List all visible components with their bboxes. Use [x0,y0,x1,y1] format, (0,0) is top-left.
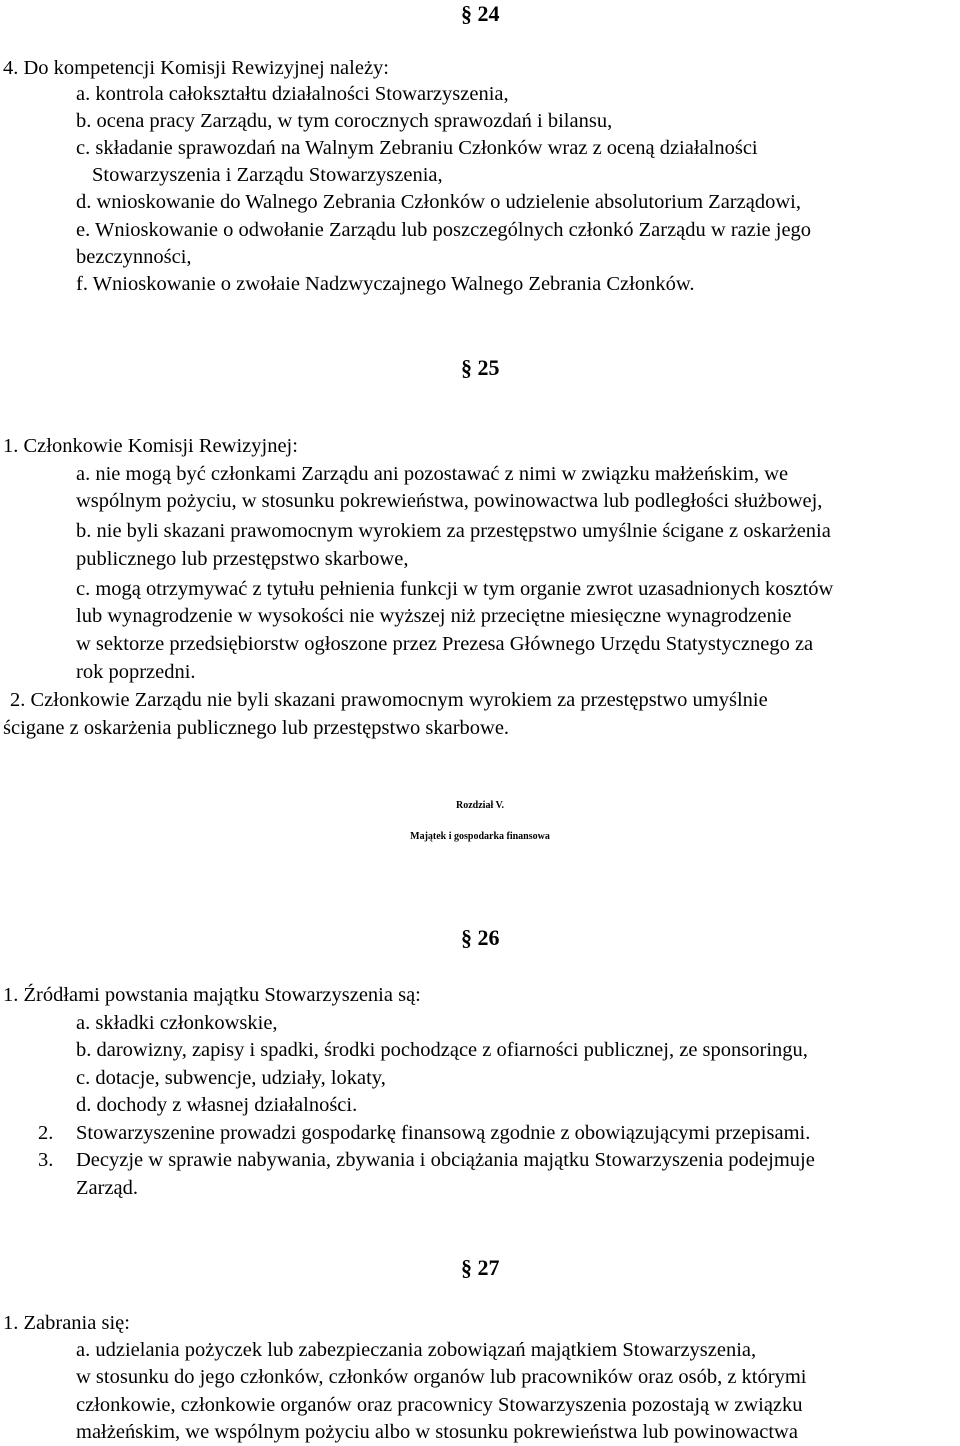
s24-item-c: c. składanie sprawozdań na Walnym Zebraniu Członków wraz z oceną działalności [76,137,758,159]
s25-item-c: c. mogą otrzymywać z tytułu pełnienia funkcji w tym organie zwrot uzasadnionych kosztów [76,578,834,600]
s25-item-2: 2. Członkowie Zarządu nie byli skazani prawomocnym wyrokiem za przestępstwo umyślnie [10,689,768,711]
s24-item-c-cont: Stowarzyszenia i Zarządu Stowarzyszenia, [92,164,443,186]
chapter-number: Rozdział V. [456,800,504,811]
section-27-heading: § 27 [461,1255,500,1280]
s27-item-a-cont3: małżeńskim, we wspólnym pożyciu albo w stosunku pokrewieństwa lub powinowactwa [76,1421,798,1443]
s26-item-1: 1. Źródłami powstania majątku Stowarzyszenia są: [3,984,421,1006]
s26-item-3: Decyzje w sprawie nabywania, zbywania i obciążania majątku Stowarzyszenia podejmuje [76,1149,815,1171]
s24-item-4: 4. Do kompetencji Komisji Rewizyjnej należy: [3,57,389,79]
s25-item-1: 1. Członkowie Komisji Rewizyjnej: [3,435,298,457]
s25-item-a-cont: wspólnym pożyciu, w stosunku pokrewieństwa, powinowactwa lub podległości służbowej, [76,490,823,512]
s26-item-3-cont: Zarząd. [76,1177,139,1199]
s26-item-b: b. darowizny, zapisy i spadki, środki pochodzące z ofiarności publicznej, ze sponsoringu, [76,1039,808,1061]
s24-item-e-cont: bezczynności, [76,246,192,268]
s26-item-2-number: 2. [38,1122,54,1144]
s24-item-d: d. wnioskowanie do Walnego Zebrania Członków o udzielenie absolutorium Zarządowi, [76,191,801,213]
s25-item-2-cont: ścigane z oskarżenia publicznego lub przestępstwo skarbowe. [3,717,510,739]
s25-item-a: a. nie mogą być członkami Zarządu ani pozostawać z nimi w związku małżeńskim, we [76,463,789,485]
s25-item-c-cont2: w sektorze przedsiębiorstw ogłoszone przez Prezesa Głównego Urzędu Statystycznego za [76,633,814,655]
s26-item-d: d. dochody z własnej działalności. [76,1094,358,1116]
s25-item-b-cont: publicznego lub przestępstwo skarbowe, [76,548,409,570]
s25-item-c-cont1: lub wynagrodzenie w wysokości nie wyższej niż przeciętne miesięczne wynagrodzenie [76,605,792,627]
s24-item-e: e. Wnioskowanie o odwołanie Zarządu lub poszczególnych członkó Zarządu w razie jego [76,219,812,241]
s26-item-3-number: 3. [38,1149,54,1171]
s27-item-a-cont2: członkowie, członkowie organów oraz pracownicy Stowarzyszenia pozostają w związku [76,1394,803,1416]
s24-item-b: b. ocena pracy Zarządu, w tym corocznych sprawozdań i bilansu, [76,110,613,132]
chapter-title: Majątek i gospodarka finansowa [410,831,550,842]
s25-item-c-cont3: rok poprzedni. [76,661,196,683]
s26-item-a: a. składki członkowskie, [76,1012,278,1034]
section-26-heading: § 26 [461,925,500,950]
s26-item-c: c. dotacje, subwencje, udziały, lokaty, [76,1067,386,1089]
s27-item-a-cont1: w stosunku do jego członków, członków organów lub pracowników oraz osób, z którymi [76,1366,807,1388]
section-24-heading: § 24 [461,1,500,26]
s24-item-a: a. kontrola całokształtu działalności Stowarzyszenia, [76,83,509,105]
section-25-heading: § 25 [461,355,500,380]
s26-item-2: Stowarzyszenine prowadzi gospodarkę finansową zgodnie z obowiązującymi przepisami. [76,1122,811,1144]
s25-item-b: b. nie byli skazani prawomocnym wyrokiem za przestępstwo umyślnie ścigane z oskarżenia [76,520,831,542]
s27-item-a: a. udzielania pożyczek lub zabezpieczania zobowiązań majątkiem Stowarzyszenia, [76,1339,757,1361]
s24-item-f: f. Wnioskowanie o zwołaie Nadzwyczajnego Walnego Zebrania Członków. [76,273,695,295]
s27-item-1: 1. Zabrania się: [3,1312,130,1334]
